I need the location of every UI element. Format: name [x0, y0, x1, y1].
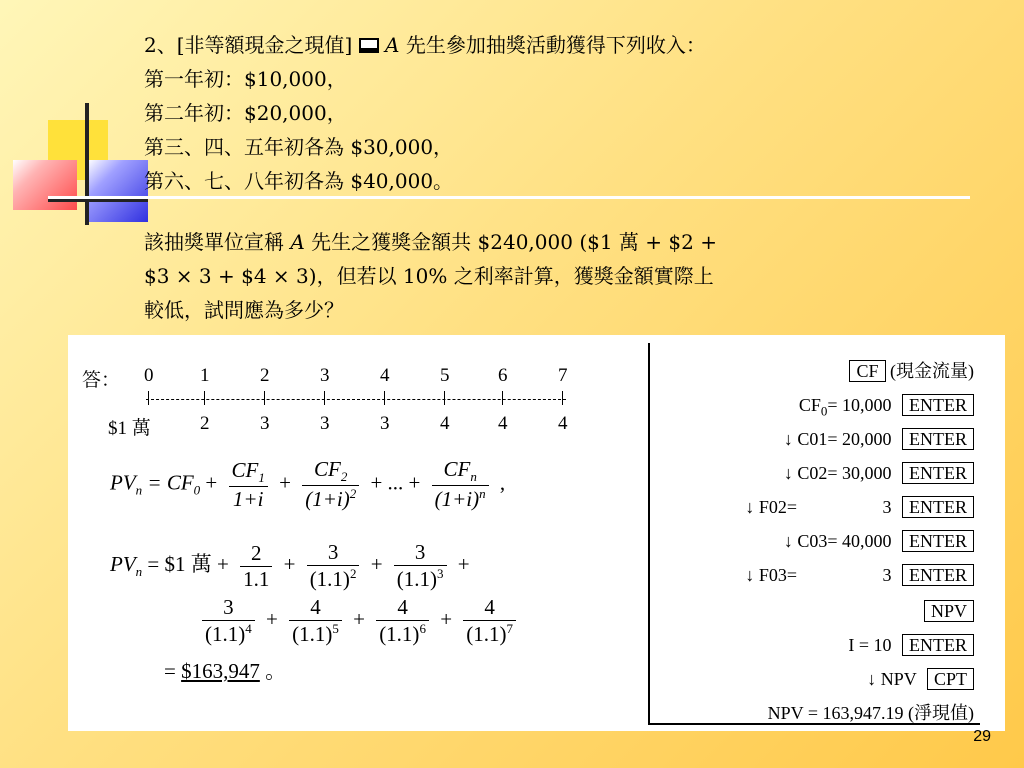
- calc-row-c01: [784, 427, 974, 451]
- npv-key: NPV: [924, 600, 974, 622]
- calc-row-cf: [843, 359, 974, 383]
- period-label: 2: [260, 365, 270, 386]
- down-arrow-icon: ↓: [783, 531, 798, 551]
- period-label: 1: [200, 365, 210, 386]
- paragraph-line-2: $3 × 3 + $4 × 3)，但若以 10% 之利率計算，獲獎金額實際上: [144, 264, 714, 288]
- ellipsis: + ... +: [370, 470, 421, 495]
- period-label: 3: [320, 365, 330, 386]
- enter-key: ENTER: [902, 634, 974, 656]
- plus-sign: +: [283, 551, 296, 576]
- calc-text: F03=: [758, 565, 797, 585]
- plus-sign: +: [440, 606, 453, 631]
- calc-text: I = 10: [848, 635, 892, 655]
- denominator: (1+i): [434, 487, 480, 512]
- calc-text: C01= 20,000: [797, 429, 892, 449]
- calc-row-c02: [784, 461, 974, 485]
- period-label: 5: [440, 365, 450, 386]
- npv-result: NPV = 163,947.19: [767, 703, 904, 723]
- fraction-term: [394, 540, 447, 592]
- variable-a-2: A: [290, 230, 305, 254]
- plus-sign: +: [457, 551, 470, 576]
- calc-value: 3: [882, 565, 892, 585]
- result-period: 。: [265, 659, 287, 683]
- decor-blue-square: [88, 160, 148, 222]
- calc-value: = 10,000: [827, 395, 892, 415]
- numerator: 4: [376, 595, 429, 621]
- first-term: = $1 萬 +: [147, 551, 229, 576]
- cash-flow-timeline: [68, 335, 648, 445]
- pv-numeric-formula-line1: [110, 540, 470, 592]
- calc-row-result: [768, 701, 974, 725]
- down-arrow-icon: ↓: [745, 497, 759, 517]
- exponent: 7: [506, 621, 514, 636]
- cf0-symbol: = CF: [147, 470, 194, 495]
- amount-label: 3: [380, 413, 390, 434]
- down-arrow-icon: ↓: [745, 565, 759, 585]
- calc-value: 3: [882, 497, 892, 517]
- timeline-tick: [444, 391, 445, 405]
- calc-text: NPV: [880, 669, 917, 689]
- decor-dark-line: [48, 199, 148, 202]
- answer-panel: [68, 335, 1005, 731]
- numerator: CF: [443, 457, 471, 481]
- pv-numeric-formula-line2: [196, 595, 522, 647]
- paragraph-line-3: 較低，試問應為多少？: [144, 298, 344, 322]
- numerator: 3: [394, 540, 447, 566]
- exponent: 2: [349, 486, 357, 502]
- fraction-term: [202, 595, 255, 647]
- answer-label: 答：: [82, 370, 121, 391]
- exponent: 6: [419, 621, 426, 636]
- cf-key: CF: [849, 360, 885, 382]
- plus-sign: +: [266, 606, 278, 631]
- calc-text: CF: [798, 395, 821, 415]
- calc-text: F02=: [758, 497, 797, 517]
- calc-row-npv-key: [918, 599, 974, 623]
- fraction-term-2: [302, 457, 359, 512]
- timeline-tick: [384, 391, 385, 405]
- computer-icon: [359, 30, 379, 46]
- pv-symbol: PV: [110, 470, 136, 495]
- question-paragraph: [144, 225, 717, 327]
- numerator: CF: [314, 457, 341, 481]
- down-arrow-icon: ↓: [867, 669, 881, 689]
- period-label: 0: [144, 365, 154, 386]
- period-label: 7: [558, 365, 568, 386]
- timeline-tick: [148, 391, 149, 405]
- fraction-term-1: [229, 458, 268, 512]
- exponent: 3: [437, 566, 444, 581]
- plus-sign: +: [205, 470, 218, 495]
- fraction-term: [240, 541, 272, 592]
- amount-label: 3: [260, 413, 270, 434]
- enter-key: ENTER: [902, 496, 974, 518]
- timeline-tick: [502, 391, 503, 405]
- numerator: CF: [231, 457, 259, 482]
- numerator-subscript: 1: [258, 469, 265, 485]
- numerator: 4: [289, 595, 342, 621]
- pv-subscript: n: [135, 482, 143, 498]
- fraction-term: [376, 595, 429, 647]
- denominator: (1.1): [292, 622, 333, 646]
- fraction-term: [289, 595, 342, 647]
- question-heading: 2、[非等額現金之現值]: [144, 33, 359, 57]
- question-line-4: 第三、四、五年初各為 $30,000，: [144, 135, 454, 159]
- timeline-axis: [146, 399, 566, 400]
- question-block: [144, 28, 706, 198]
- paragraph-text-a: 該抽獎單位宣稱: [144, 230, 291, 254]
- denominator: (1.1): [396, 567, 438, 591]
- calc-row-c03: [784, 529, 974, 553]
- amount-label: 4: [498, 413, 508, 434]
- numerator: 2: [240, 541, 272, 567]
- calc-row-compute: [867, 667, 974, 691]
- exponent: 2: [349, 566, 357, 581]
- timeline-tick: [562, 391, 563, 405]
- denominator: 1+i: [232, 486, 264, 511]
- calc-row-f02: [745, 495, 974, 519]
- calc-row-interest: [848, 633, 974, 657]
- paragraph-text-b: 先生之獲獎金額共 $240,000 ($1 萬 + $2 +: [304, 230, 717, 254]
- numerator: 3: [202, 595, 255, 621]
- amount-label: 4: [440, 413, 450, 434]
- plus-sign: +: [370, 551, 383, 576]
- timeline-tick: [264, 391, 265, 405]
- plus-sign: +: [353, 606, 365, 631]
- down-arrow-icon: ↓: [783, 463, 798, 483]
- exponent: 4: [245, 621, 252, 636]
- cf0-subscript: 0: [193, 482, 201, 498]
- numerator-subscript: n: [470, 469, 477, 485]
- enter-key: ENTER: [902, 564, 974, 586]
- calc-note: (現金流量): [890, 361, 974, 381]
- question-line-2: 第一年初：$10,000，: [144, 67, 347, 91]
- period-label: 4: [380, 365, 390, 386]
- denominator: (1.1): [309, 567, 350, 591]
- paragraph-line-1: [144, 225, 717, 259]
- calc-note: (淨現值): [908, 703, 974, 723]
- question-line-5: 第六、七、八年初各為 $40,000。: [144, 169, 454, 193]
- numerator: 4: [463, 595, 516, 621]
- pv-result: [164, 655, 286, 685]
- calculator-steps: [648, 343, 980, 725]
- numerator: 3: [307, 540, 360, 566]
- numerator-subscript: 2: [340, 469, 348, 485]
- denominator: (1.1): [205, 622, 246, 646]
- pv-general-formula: [110, 457, 505, 512]
- pv-subscript: n: [135, 564, 143, 579]
- timeline-tick: [204, 391, 205, 405]
- question-line-1: [144, 28, 706, 62]
- amount-label: 2: [200, 413, 210, 434]
- period-label: 6: [498, 365, 508, 386]
- enter-key: ENTER: [902, 530, 974, 552]
- enter-key: ENTER: [902, 394, 974, 416]
- decor-red-square: [13, 160, 77, 210]
- enter-key: ENTER: [902, 462, 974, 484]
- decor-vertical-line: [85, 103, 89, 225]
- denominator: 1.1: [243, 566, 270, 591]
- down-arrow-icon: ↓: [783, 429, 798, 449]
- calc-text: C02= 30,000: [797, 463, 892, 483]
- result-value: $163,947: [181, 659, 260, 683]
- calc-subscript: 0: [820, 403, 828, 419]
- calc-text: C03= 40,000: [797, 531, 892, 551]
- amount-label: 3: [320, 413, 330, 434]
- page-number: 29: [973, 728, 991, 745]
- variable-a: A: [385, 33, 400, 57]
- denominator: (1+i): [305, 487, 350, 512]
- exponent: 5: [332, 621, 339, 636]
- question-heading-tail: 先生參加抽獎活動獲得下列收入：: [399, 33, 706, 57]
- fraction-term: [307, 540, 360, 592]
- denominator: (1.1): [379, 622, 420, 646]
- fraction-term: [463, 595, 516, 647]
- comma: ,: [499, 470, 506, 495]
- cpt-key: CPT: [927, 668, 974, 690]
- equals-sign: =: [164, 659, 182, 683]
- timeline-tick: [324, 391, 325, 405]
- amount-label: 4: [558, 413, 568, 434]
- pv-symbol: PV: [110, 551, 136, 576]
- enter-key: ENTER: [902, 428, 974, 450]
- fraction-term-n: [432, 457, 489, 512]
- exponent: n: [479, 486, 486, 502]
- calc-row-cf0: [799, 393, 974, 417]
- denominator: (1.1): [466, 622, 507, 646]
- question-line-3: 第二年初：$20,000，: [144, 101, 347, 125]
- calc-row-f03: [745, 563, 974, 587]
- amount-label: $1 萬: [108, 418, 151, 439]
- plus-sign: +: [279, 470, 291, 495]
